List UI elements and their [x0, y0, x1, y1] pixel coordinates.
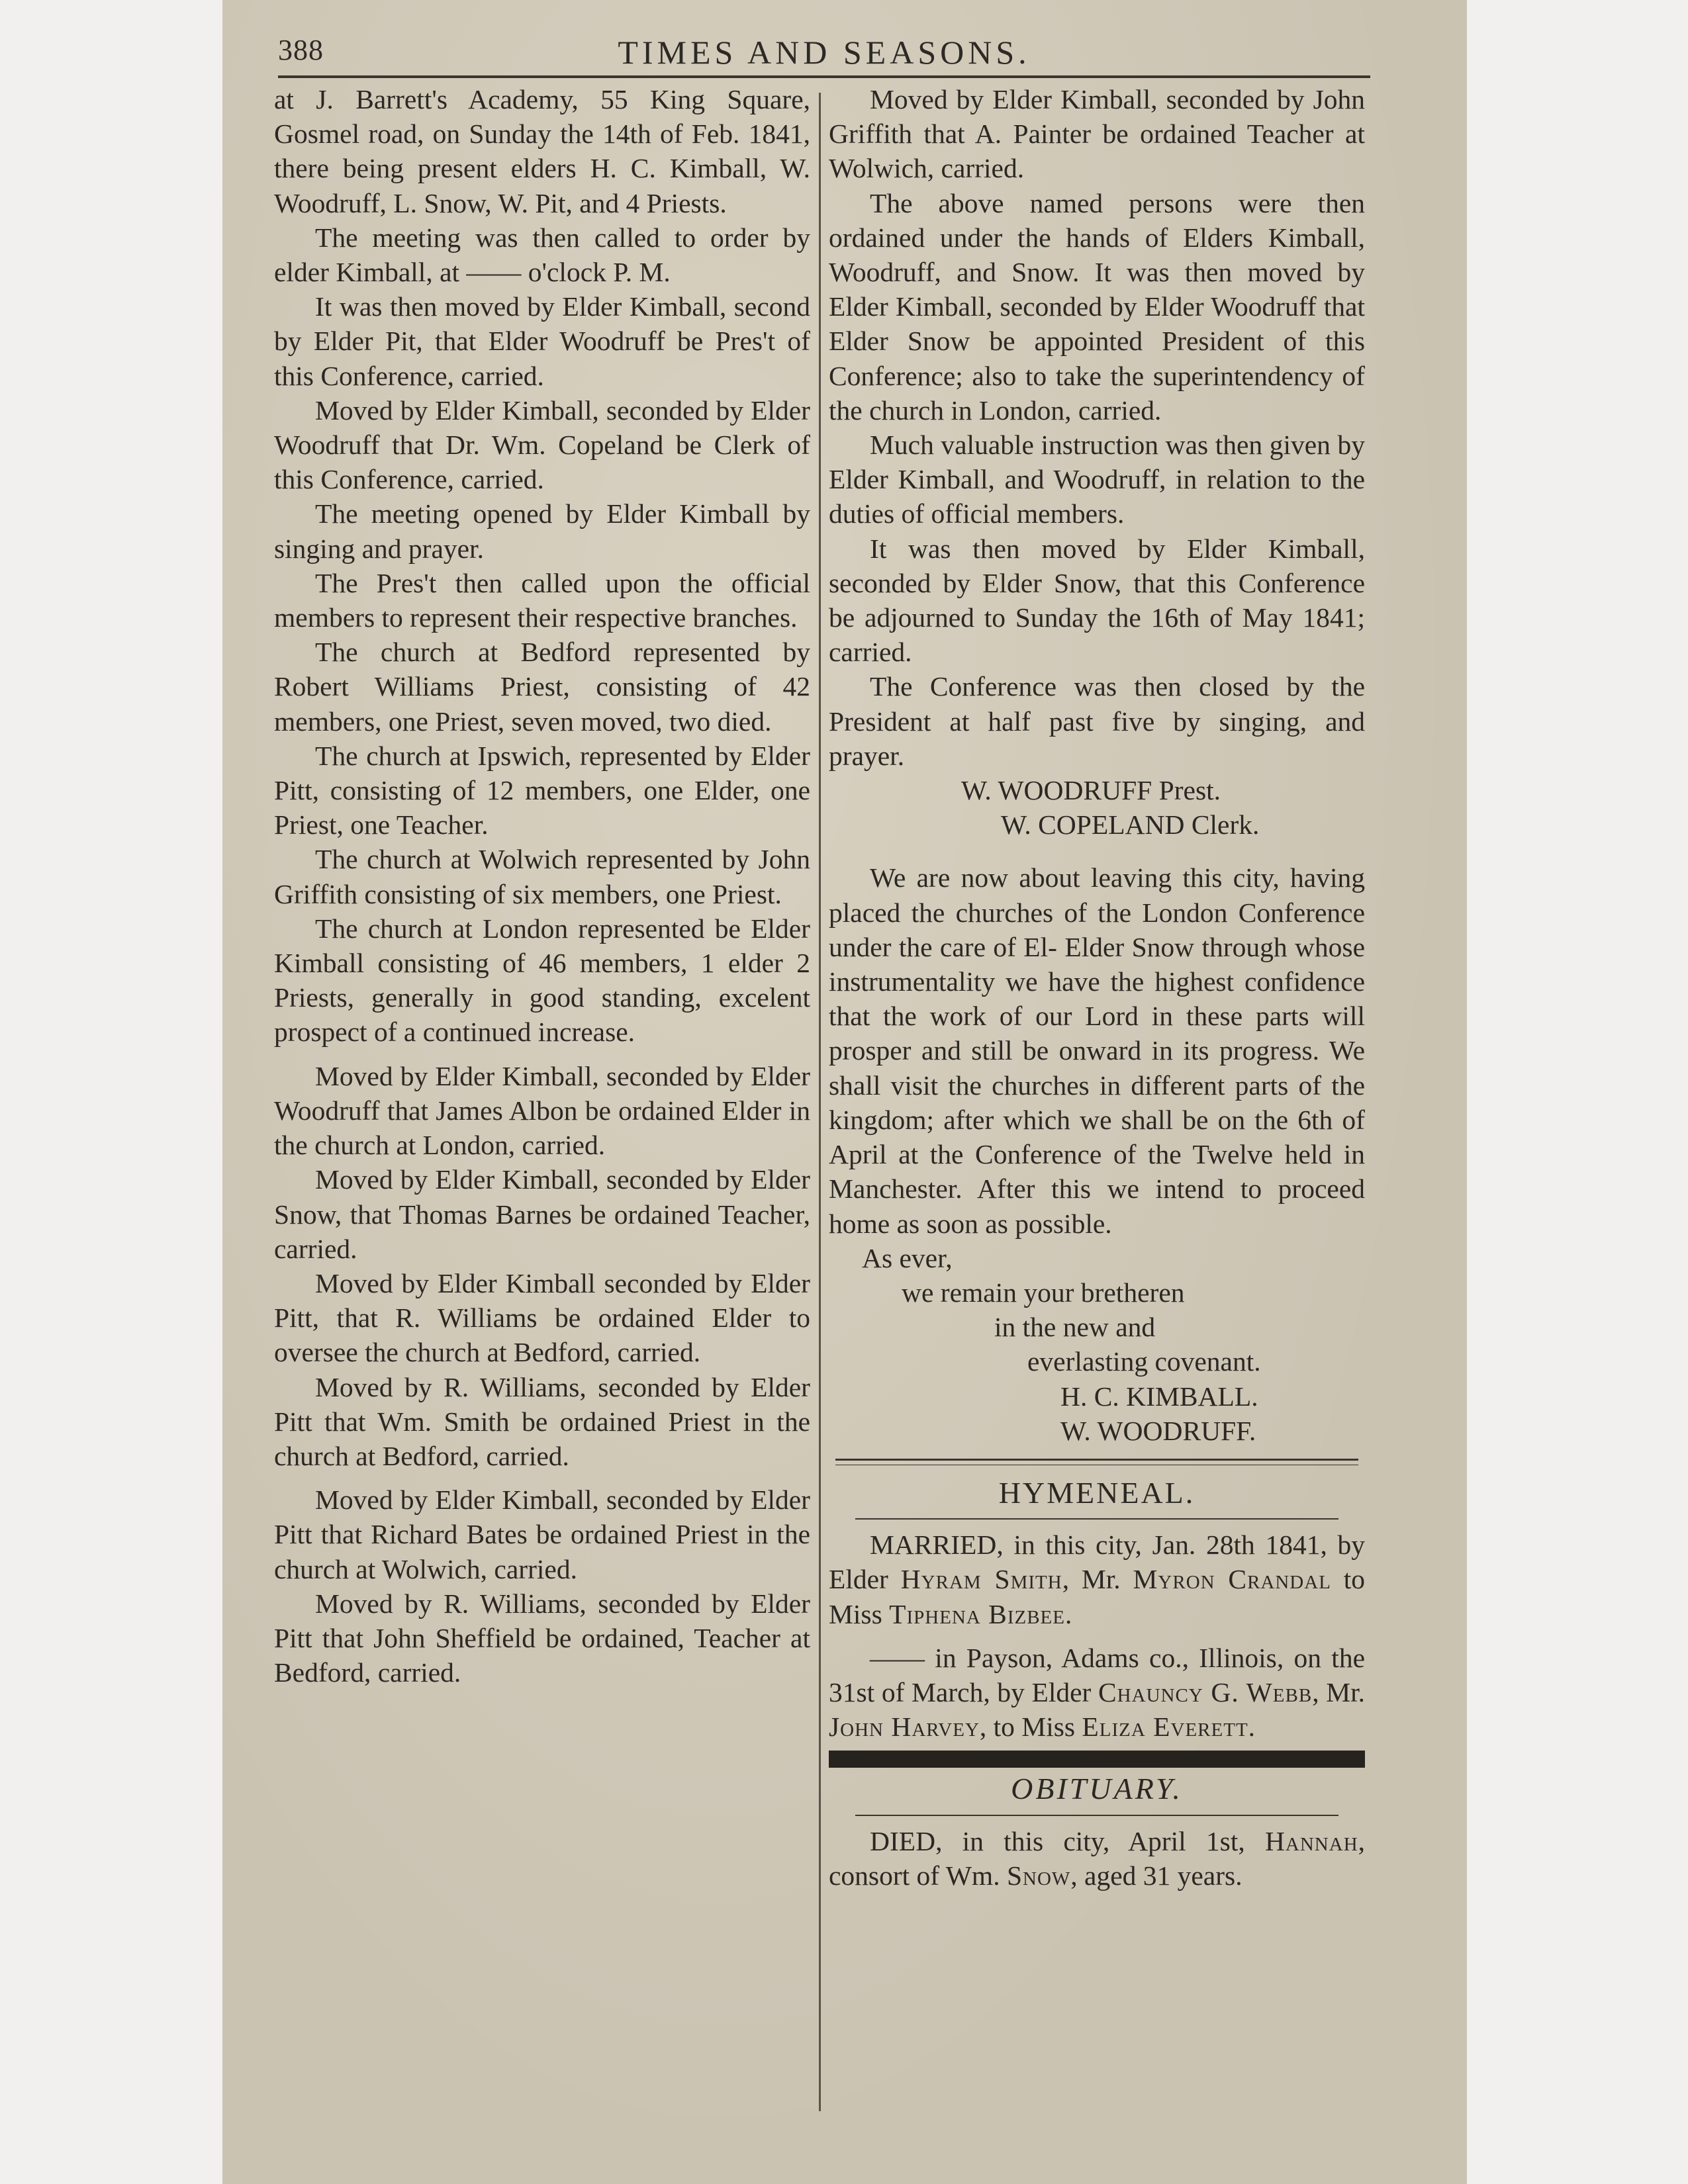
- paragraph: Moved by Elder Kimball, seconded by Elder Woodruff that Dr. Wm. Copeland be Clerk of this Conference, carried.: [274, 394, 810, 495]
- paragraph: The church at Bedford represented by Robert Williams Priest, consisting of 42 members, one Priest, seven moved, two died.: [274, 637, 810, 737]
- spouse-name: Snow: [1006, 1860, 1071, 1891]
- officiant-name: Hyram Smith: [900, 1564, 1062, 1595]
- letter-paragraph: We are now about leaving this city, having placed the churches of the London Conference under the care of El- Elder Snow through whose instrumentality we have the highest confidence that the work of our Lord in these parts will prosper and still be onward in its progress. We shall visit the churches in different parts of the kingdom; after which we shall be on the 6th of April at the Conference of the Twelve held in Manchester. After this we intend to proceed home as soon as possible.: [829, 862, 1365, 1239]
- paragraph: Moved by Elder Kimball, seconded by Elder Pitt that Richard Bates be ordained Priest in the church at Wolwich, carried.: [274, 1484, 810, 1584]
- paragraph: The above named persons were then ordained under the hands of Elders Kimball, Woodruff, and Snow. It was then moved by Elder Kimball, seconded by Elder Woodruff that Elder Snow be appointed President of this Conference; also to take the superintendency of the church in London, carried.: [829, 187, 1365, 426]
- paragraph: Moved by Elder Kimball, seconded by Elder Snow, that Thomas Barnes be ordained Teacher, carried.: [274, 1164, 810, 1264]
- deceased-name: Hannah: [1264, 1825, 1358, 1856]
- section-divider: [835, 1459, 1358, 1465]
- paragraph: The Conference was then closed by the President at half past five by singing, and prayer.: [829, 671, 1365, 771]
- groom-name: John Harvey: [829, 1711, 980, 1743]
- paragraph: Moved by Elder Kimball seconded by Elder Pitt, that R. Williams be ordained Elder to oversee the church at Bedford, carried.: [274, 1267, 810, 1368]
- page-header: [278, 30, 1370, 71]
- marriage-notice: —— in Payson, Adams co., Illinois, on the 31st of March, by Elder Chauncy G. Webb, Mr. John Harvey, to Miss Eliza Everett.: [829, 1642, 1365, 1743]
- closing-signer: W. WOODRUFF.: [1060, 1415, 1256, 1446]
- signature-clerk: W. COPELAND Clerk.: [1001, 809, 1260, 841]
- paragraph: Moved by R. Williams, seconded by Elder Pitt that John Sheffield be ordained, Teacher at Bedford, carried.: [274, 1588, 810, 1688]
- newspaper-page: [222, 0, 1467, 2184]
- paragraph: Moved by Elder Kimball, seconded by Elder Woodruff that James Albon be ordained Elder in the church at London, carried.: [274, 1060, 810, 1161]
- paragraph: at J. Barrett's Academy, 55 King Square, Gosmel road, on Sunday the 14th of Feb. 1841, there being present elders H. C. Kimball, W. Woodruff, L. Snow, W. Pit, and 4 Priests.: [274, 84, 810, 218]
- closing-line: everlasting covenant.: [1027, 1346, 1261, 1377]
- paragraph: The church at Ipswich, represented by Elder Pitt, consisting of 12 members, one Elder, one Priest, one Teacher.: [274, 740, 810, 841]
- page-number: 388: [278, 34, 324, 66]
- paragraph: Moved by Elder Kimball, seconded by John Griffith that A. Painter be ordained Teacher at Wolwich, carried.: [829, 84, 1365, 184]
- paragraph: Moved by R. Williams, seconded by Elder Pitt that Wm. Smith be ordained Priest in the church at Bedford, carried.: [274, 1371, 810, 1471]
- paragraph: The church at Wolwich represented by John Griffith consisting of six members, one Priest.: [274, 844, 810, 909]
- paragraph: It was then moved by Elder Kimball, seconded by Elder Snow, that this Conference be adjourned to Sunday the 16th of May 1841; carried.: [829, 533, 1365, 668]
- right-column: [829, 82, 1365, 2101]
- left-column: [274, 82, 810, 2101]
- groom-name: Myron Crandal: [1133, 1564, 1331, 1595]
- bride-name: Tiphena Bizbee: [889, 1598, 1065, 1629]
- obituary-notice: DIED, in this city, April 1st, Hannah, consort of Wm. Snow, aged 31 years.: [829, 1825, 1365, 1891]
- paragraph: It was then moved by Elder Kimball, second by Elder Pit, that Elder Woodruff be Pres't of this Conference, carried.: [274, 291, 810, 391]
- closing-line: As ever,: [862, 1242, 953, 1273]
- paragraph: The meeting opened by Elder Kimball by singing and prayer.: [274, 498, 810, 564]
- heading-rule: [855, 1815, 1338, 1816]
- paragraph: The church at London represented be Elder Kimball consisting of 46 members, 1 elder 2 Priests, generally in good standing, excelent prospect of a continued increase.: [274, 913, 810, 1048]
- paragraph: The meeting was then called to order by elder Kimball, at —— o'clock P. M.: [274, 222, 810, 288]
- header-rule: [278, 75, 1370, 78]
- officiant-name: Chauncy G. Webb: [1098, 1676, 1313, 1707]
- obituary-heading: OBITUARY.: [1011, 1772, 1183, 1806]
- heading-rule: [855, 1518, 1338, 1520]
- closing-line: we remain your bretheren: [902, 1277, 1185, 1308]
- running-title: TIMES AND SEASONS.: [618, 34, 1031, 71]
- signature-president: W. WOODRUFF Prest.: [961, 775, 1221, 806]
- paragraph: The Pres't then called upon the official members to represent their respective branches.: [274, 567, 810, 633]
- column-divider: [819, 93, 821, 2111]
- marriage-notice: MARRIED, in this city, Jan. 28th 1841, by Elder Hyram Smith, Mr. Myron Crandal to Miss Tiphena Bizbee.: [829, 1529, 1365, 1629]
- bride-name: Eliza Everett: [1082, 1711, 1248, 1743]
- closing-signer: H. C. KIMBALL.: [1060, 1381, 1258, 1412]
- paragraph: Much valuable instruction was then given by Elder Kimball, and Woodruff, in relation to the duties of official members.: [829, 430, 1365, 529]
- closing-line: in the new and: [994, 1312, 1156, 1343]
- section-divider: [829, 1751, 1365, 1768]
- hymeneal-heading: HYMENEAL.: [998, 1475, 1196, 1510]
